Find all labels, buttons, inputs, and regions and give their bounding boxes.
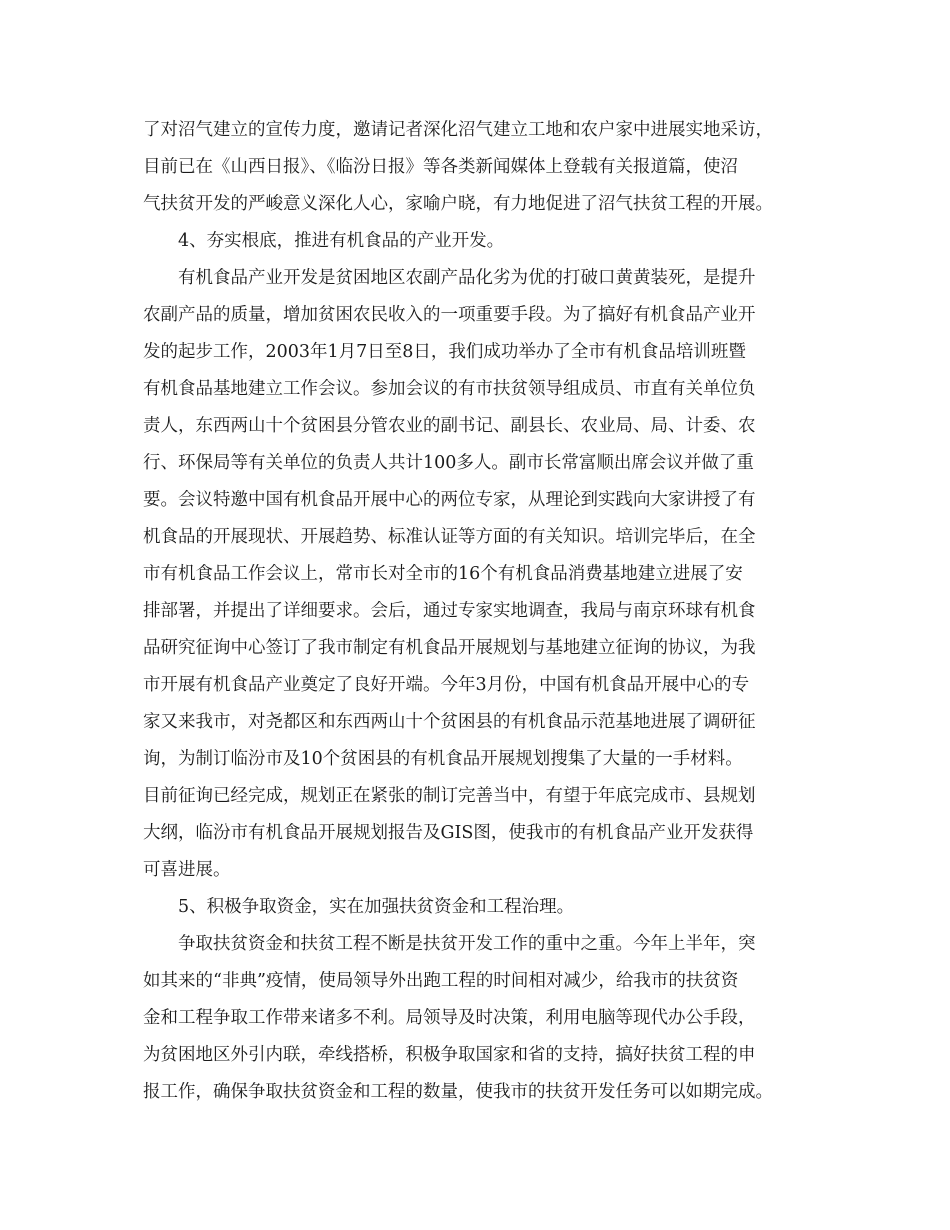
text-line: 目前已在《山西日报》、《临汾日报》等各类新闻媒体上登载有关报道篇，使沼 — [143, 157, 738, 177]
text-line: 排部署，并提出了详细要求。会后，通过专家实地调查，我局与南京环球有机食 — [143, 601, 756, 621]
text-line: 有机食品产业开发是贫困地区农副产品化劣为优的打破口黄黄装死，是提升 — [143, 268, 756, 288]
section-heading: 5、积极争取资金，实在加强扶贫资金和工程治理。 — [143, 897, 575, 917]
text-line: 要。会议特邀中国有机食品开展中心的两位专家，从理论到实践向大家讲授了有 — [143, 490, 756, 510]
text-line: 机食品的开展现状、开展趋势、标准认证等方面的有关知识。培训完毕后，在全 — [143, 527, 756, 547]
text-line: 有机食品基地建立工作会议。参加会议的有市扶贫领导组成员、市直有关单位负 — [143, 379, 756, 399]
text-line: 气扶贫开发的严峻意义深化人心，家喻户晓，有力地促进了沼气扶贫工程的开展。 — [143, 194, 773, 214]
text-line: 行、环保局等有关单位的负责人共计100多人。副市长常富顺出席会议并做了重 — [143, 453, 754, 473]
text-line: 家又来我市，对尧都区和东西两山十个贫困县的有机食品示范基地进展了调研征 — [143, 712, 756, 732]
text-line: 品研究征询中心签订了我市制定有机食品开展规划与基地建立征询的协议，为我 — [143, 638, 756, 658]
text-line: 了对沼气建立的宣传力度，邀请记者深化沼气建立工地和农户家中进展实地采访， — [143, 120, 773, 140]
text-line: 为贫困地区外引内联，牵线搭桥，积极争取国家和省的支持，搞好扶贫工程的申 — [143, 1045, 756, 1065]
section-heading: 4、夯实根底，推进有机食品的产业开发。 — [143, 231, 505, 251]
text-line: 询，为制订临汾市及10个贫困县的有机食品开展规划搜集了大量的一手材料。 — [143, 749, 743, 769]
text-line: 金和工程争取工作带来诸多不利。局领导及时决策，利用电脑等现代办公手段， — [143, 1008, 756, 1028]
text-line: 发的起步工作，2003年1月7日至8日，我们成功举办了全市有机食品培训班暨 — [143, 342, 746, 362]
text-line: 目前征询已经完成，规划正在紧张的制订完善当中，有望于年底完成市、县规划 — [143, 786, 756, 806]
text-line: 市有机食品工作会议上，常市长对全市的16个有机食品消费基地建立进展了安 — [143, 564, 743, 584]
text-line: 报工作，确保争取扶贫资金和工程的数量，使我市的扶贫开发任务可以如期完成。 — [143, 1082, 773, 1102]
text-line: 如其来的“非典”疫情，使局领导外出跑工程的时间相对减少，给我市的扶贫资 — [143, 971, 739, 991]
text-line: 争取扶贫资金和扶贫工程不断是扶贫开发工作的重中之重。今年上半年，突 — [143, 934, 756, 954]
text-line: 农副产品的质量，增加贫困农民收入的一项重要手段。为了搞好有机食品产业开 — [143, 305, 756, 325]
text-line: 市开展有机食品产业奠定了良好开端。今年3月份，中国有机食品开展中心的专 — [143, 675, 750, 695]
text-line: 可喜进展。 — [143, 860, 231, 880]
text-line: 责人，东西两山十个贫困县分管农业的副书记、副县长、农业局、局、计委、农 — [143, 416, 756, 436]
text-line: 大纲，临汾市有机食品开展规划报告及GIS图，使我市的有机食品产业开发获得 — [143, 823, 754, 843]
